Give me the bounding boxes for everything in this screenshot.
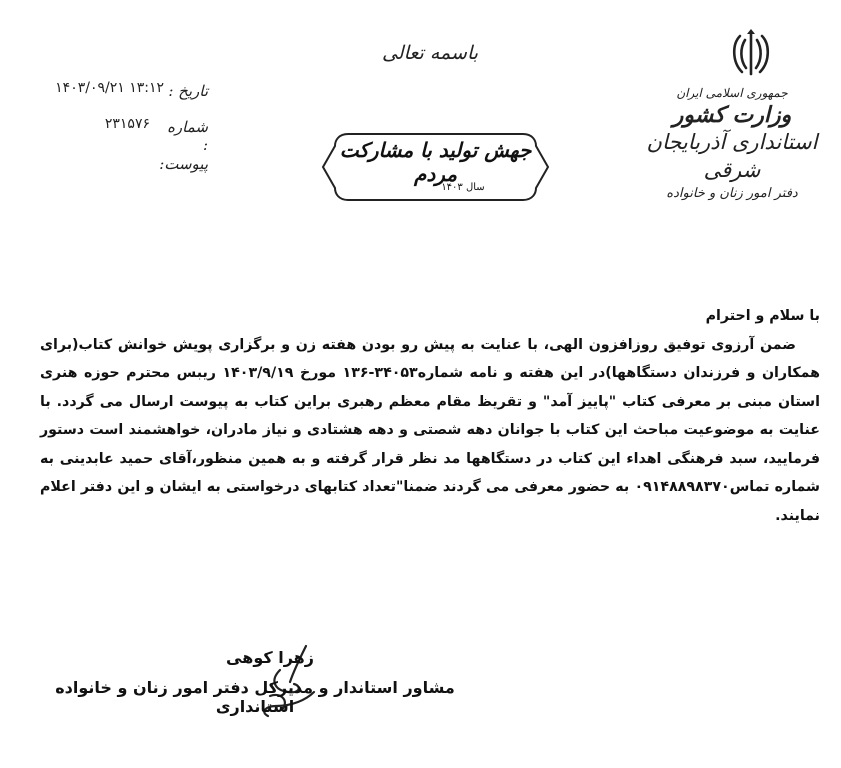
letter-number-value: ۲۳۱۵۷۶ xyxy=(104,116,150,132)
letter-body xyxy=(40,302,820,530)
date-value: ۱۴۰۳/۰۹/۲۱ ۱۳:۱۲ xyxy=(55,80,164,96)
province-office-name: استانداری آذربایجان شرقی xyxy=(646,130,818,182)
body-paragraph: ضمن آرزوی توفیق روزافزون الهی، با عنایت به پیش رو بودن هفته زن و برگزاری پویش خوانش کتاب(برای همکاران و فرزندان دستگاهها)در این هفته و نامه شماره۳۴۰۵۳-۱۳۶ مورخ ۱۴۰۳/۹/۱۹ ریبس محترم حوزه هنری استان مبنی بر معرفی کتاب "پاییز آمد" و تقریظ مقام معظم رهبری براین کتاب به پیوست ارسال می گردد. با عنایت به موضوعیت مباحث این کتاب با جوانان دهه شصتی و دهه هشتادی و نیاز مادران، خواهشمند است دستور فرمایید، سبد فرهنگی اهداء این کتاب در دستگاهها مد نظر قرار گرفته و به همین منظور،آقای حمید عابدینی به شماره تماس۰۹۱۴۸۸۹۸۳۷۰ به حضور معرفی می گردند ضمنا"تعداد کتابهای درخواستی به ایشان و این دفتر اعلام نمایند. xyxy=(40,336,821,524)
organization-block xyxy=(637,84,827,204)
date-label: تاریخ : xyxy=(168,82,208,100)
signer-title: مشاور استاندار و مدیرکل دفتر امور زنان و خانواده استانداری xyxy=(55,678,455,716)
slogan-text: جهش تولید با مشارکت مردم xyxy=(339,138,532,186)
basmala-heading: باسمه تعالی xyxy=(381,42,479,64)
attachment-label: پیوست: xyxy=(159,155,208,173)
signer-name: زهرا کوهی xyxy=(226,648,314,667)
greeting: با سلام و احترام xyxy=(705,308,820,324)
republic-name: جمهوری اسلامی ایران xyxy=(676,86,788,100)
slogan-year: سال ۱۴۰۳ xyxy=(441,182,485,193)
year-slogan-emblem xyxy=(318,124,553,210)
letter-number-label: شماره : xyxy=(167,118,208,154)
ministry-name: وزارت کشور xyxy=(672,102,792,128)
iran-emblem-icon xyxy=(728,28,774,80)
department-name: دفتر امور زنان و خانواده xyxy=(666,186,798,201)
